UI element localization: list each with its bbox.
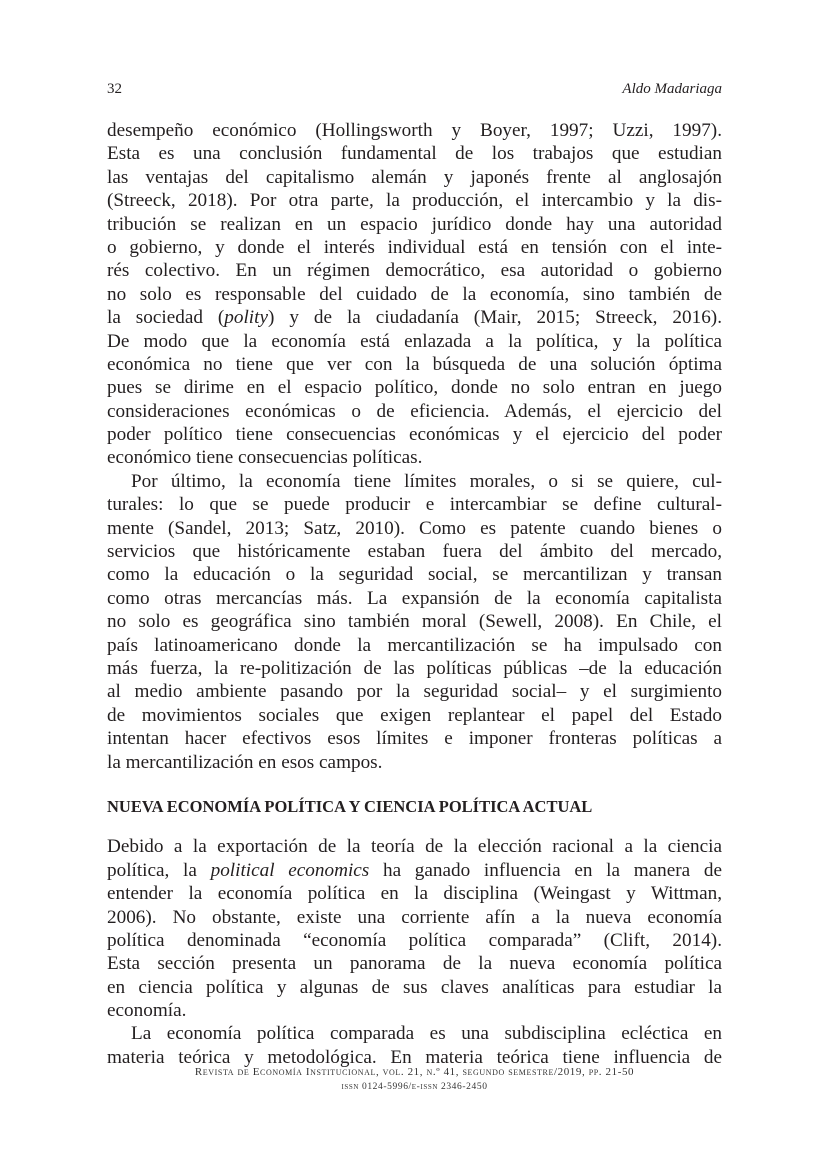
text-line: Esta sección presenta un panorama de la nueva economía política [107, 953, 722, 975]
issn-line: issn 0124-5996/e-issn 2346-2450 [341, 1082, 488, 1092]
text-line: al medio ambiente pasando por la seguridad social– y el surgimiento [107, 681, 722, 703]
text-line: económico tiene consecuencias políticas. [107, 447, 423, 469]
text-line: en ciencia política y algunas de sus claves analíticas para estudiar la [107, 976, 722, 998]
text-line [107, 306, 722, 329]
text-segment: la sociedad ( [107, 307, 225, 329]
journal-footer [107, 1065, 722, 1095]
paragraph-1 [107, 119, 722, 470]
text-line: o gobierno, y donde el interés individual está en tensión con el inte- [107, 236, 722, 258]
text-segment: ) y de la ciudadanía (Mair, 2015; Streeck, 2016). [267, 307, 722, 329]
text-line: más fuerza, la re-politización de las políticas públicas –de la educación [107, 657, 722, 679]
text-line: poder político tiene consecuencias económicas y el ejercicio del poder [107, 424, 722, 446]
page-body [107, 119, 722, 1069]
text-line: país latinoamericano donde la mercantilización se ha impulsado con [107, 634, 722, 656]
paragraph-2 [107, 470, 722, 774]
text-line: no solo es responsable del cuidado de la economía, sino también de [107, 283, 722, 305]
text-line: Por último, la economía tiene límites morales, o si se quiere, cul- [131, 470, 722, 492]
text-line: intentan hacer efectivos esos límites e imponer fronteras políticas a [107, 728, 722, 750]
text-line: las ventajas del capitalismo alemán y japonés frente al anglosajón [107, 166, 722, 188]
italic-term: political economics [210, 859, 370, 881]
text-line: como la educación o la seguridad social, se mercantilizan y transan [107, 564, 722, 586]
paragraph-3 [107, 835, 722, 1022]
text-line: mente (Sandel, 2013; Satz, 2010). Como es patente cuando bienes o [107, 517, 722, 539]
text-line: rés colectivo. En un régimen democrático, esa autoridad o gobierno [107, 260, 722, 282]
text-line: materia teórica y metodológica. En materia teórica tiene influencia de [107, 1046, 722, 1068]
italic-term: polity [224, 307, 268, 329]
text-line: política denominada “economía política comparada” (Clift, 2014). [107, 929, 722, 951]
running-head-author: Aldo Madariaga [622, 81, 722, 97]
text-line: tribución se realizan en un espacio jurídico donde hay una autoridad [107, 213, 722, 235]
page-number: 32 [107, 81, 122, 97]
text-line: desempeño económico (Hollingsworth y Boyer, 1997; Uzzi, 1997). [107, 120, 722, 141]
text-line: La economía política comparada es una subdisciplina ecléctica en [131, 1023, 722, 1045]
text-line: 2006). No obstante, existe una corriente afín a la nueva economía [107, 906, 722, 928]
text-line: Debido a la exportación de la teoría de la elección racional a la ciencia [107, 836, 722, 858]
text-line: no solo es geográfica sino también moral (Sewell, 2008). En Chile, el [107, 611, 722, 633]
text-line: económica no tiene que ver con la búsqueda de una solución óptima [107, 353, 722, 375]
text-line: Esta es una conclusión fundamental de los trabajos que estudian [107, 143, 722, 165]
text-line: servicios que históricamente estaban fuera del ámbito del mercado, [107, 541, 722, 563]
text-line: De modo que la economía está enlazada a la política, y la política [107, 330, 722, 352]
text-line: como otras mercancías más. La expansión de la economía capitalista [107, 587, 722, 609]
paragraph-4 [107, 1022, 722, 1069]
text-line: (Streeck, 2018). Por otra parte, la producción, el intercambio y la dis- [107, 190, 722, 212]
text-line: entender la economía política en la disciplina (Weingast y Wittman, [107, 883, 722, 905]
text-line: la mercantilización en esos campos. [107, 751, 383, 773]
text-line: economía. [107, 1000, 187, 1022]
text-line: turales: lo que se puede producir e intercambiar se define cultural- [107, 494, 722, 516]
text-line: pues se dirime en el espacio político, donde no solo entran en juego [107, 377, 722, 399]
text-line: consideraciones económicas o de eficiencia. Además, el ejercicio del [107, 400, 722, 422]
text-segment: ha ganado influencia en la manera de [369, 859, 722, 881]
section-heading: NUEVA ECONOMÍA POLÍTICA Y CIENCIA POLÍTICA ACTUAL [107, 796, 593, 816]
text-line: de movimientos sociales que exigen replantear el papel del Estado [107, 704, 722, 726]
text-segment: política, la [107, 859, 211, 881]
text-line [107, 859, 722, 882]
journal-citation: Revista de Economía Institucional, vol. 21, n.º 41, segundo semestre/2019, pp. 21-50 [194, 1066, 635, 1078]
